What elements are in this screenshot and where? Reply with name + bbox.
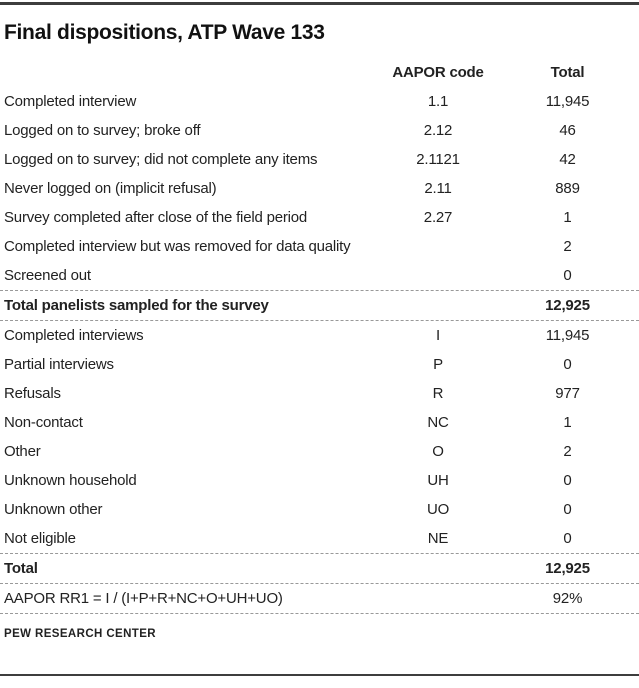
row-total: 0: [563, 267, 572, 284]
row-aapor-code: I: [436, 327, 440, 344]
row-label: Unknown other: [4, 501, 103, 518]
table-row: [0, 379, 639, 408]
row-total: 0: [563, 472, 572, 489]
table-row: [0, 495, 639, 524]
row-label: Refusals: [4, 385, 61, 402]
table-row: [0, 145, 639, 174]
table-row: [0, 408, 639, 437]
row-label: AAPOR RR1 = I / (I+P+R+NC+O+UH+UO): [4, 590, 283, 607]
row-total: 1: [563, 209, 572, 226]
table-row: [0, 524, 639, 553]
row-aapor-code: NE: [427, 530, 449, 547]
row-total: 46: [559, 122, 576, 139]
row-aapor-code: NC: [427, 414, 449, 431]
row-aapor-code: 2.1121: [416, 151, 460, 168]
row-aapor-code: 1.1: [427, 93, 449, 110]
row-aapor-code: 2.12: [423, 122, 453, 139]
table-row: [0, 321, 639, 350]
row-label: Screened out: [4, 267, 91, 284]
row-label: Other: [4, 443, 41, 460]
row-label: Never logged on (implicit refusal): [4, 180, 217, 197]
row-total: 12,925: [545, 560, 590, 577]
row-aapor-code: O: [432, 443, 444, 460]
table-row: [0, 116, 639, 145]
row-label: Non-contact: [4, 414, 83, 431]
row-total: 92%: [552, 590, 583, 607]
header-total: Total: [550, 64, 585, 81]
row-total: 11,945: [545, 93, 590, 110]
row-total: 889: [555, 180, 580, 197]
table-row: [0, 174, 639, 203]
row-label: Partial interviews: [4, 356, 114, 373]
top-border-rule: [0, 2, 639, 5]
row-total: 977: [555, 385, 580, 402]
row-aapor-code: R: [432, 385, 444, 402]
source-attribution: PEW RESEARCH CENTER: [4, 628, 157, 640]
row-label: Completed interview but was removed for data quality: [4, 238, 351, 255]
dispositions-table: [0, 58, 639, 614]
table-row: [0, 350, 639, 379]
section-divider: [0, 613, 639, 614]
table-header-row: [0, 58, 639, 87]
row-total: 0: [563, 530, 572, 547]
row-label: Survey completed after close of the field period: [4, 209, 308, 226]
row-label: Total: [4, 560, 38, 577]
row-total: 12,925: [545, 297, 590, 314]
row-aapor-code: 2.27: [423, 209, 453, 226]
bottom-border-rule: [0, 674, 639, 676]
table-row: [0, 466, 639, 495]
table-row: [0, 261, 639, 290]
response-rate-row: [0, 584, 639, 613]
row-total: 1: [563, 414, 572, 431]
row-label: Total panelists sampled for the survey: [4, 297, 269, 314]
row-label: Completed interviews: [4, 327, 144, 344]
row-total: 2: [563, 443, 572, 460]
table-row: [0, 87, 639, 116]
header-aapor-code: AAPOR code: [392, 64, 484, 81]
table-row: [0, 232, 639, 261]
table-row: [0, 203, 639, 232]
page-title: Final dispositions, ATP Wave 133: [4, 21, 325, 44]
row-label: Logged on to survey; did not complete any items: [4, 151, 318, 168]
row-aapor-code: UO: [426, 501, 450, 518]
row-label: Logged on to survey; broke off: [4, 122, 201, 139]
row-total: 42: [559, 151, 576, 168]
row-total: 0: [563, 356, 572, 373]
row-aapor-code: P: [433, 356, 443, 373]
grand-total-row: [0, 554, 639, 583]
row-total: 0: [563, 501, 572, 518]
row-label: Completed interview: [4, 93, 137, 110]
total-sampled-row: [0, 291, 639, 320]
row-total: 2: [563, 238, 572, 255]
row-label: Unknown household: [4, 472, 137, 489]
row-total: 11,945: [545, 327, 590, 344]
table-row: [0, 437, 639, 466]
row-aapor-code: 2.11: [424, 180, 452, 197]
row-aapor-code: UH: [427, 472, 449, 489]
row-label: Not eligible: [4, 530, 76, 547]
